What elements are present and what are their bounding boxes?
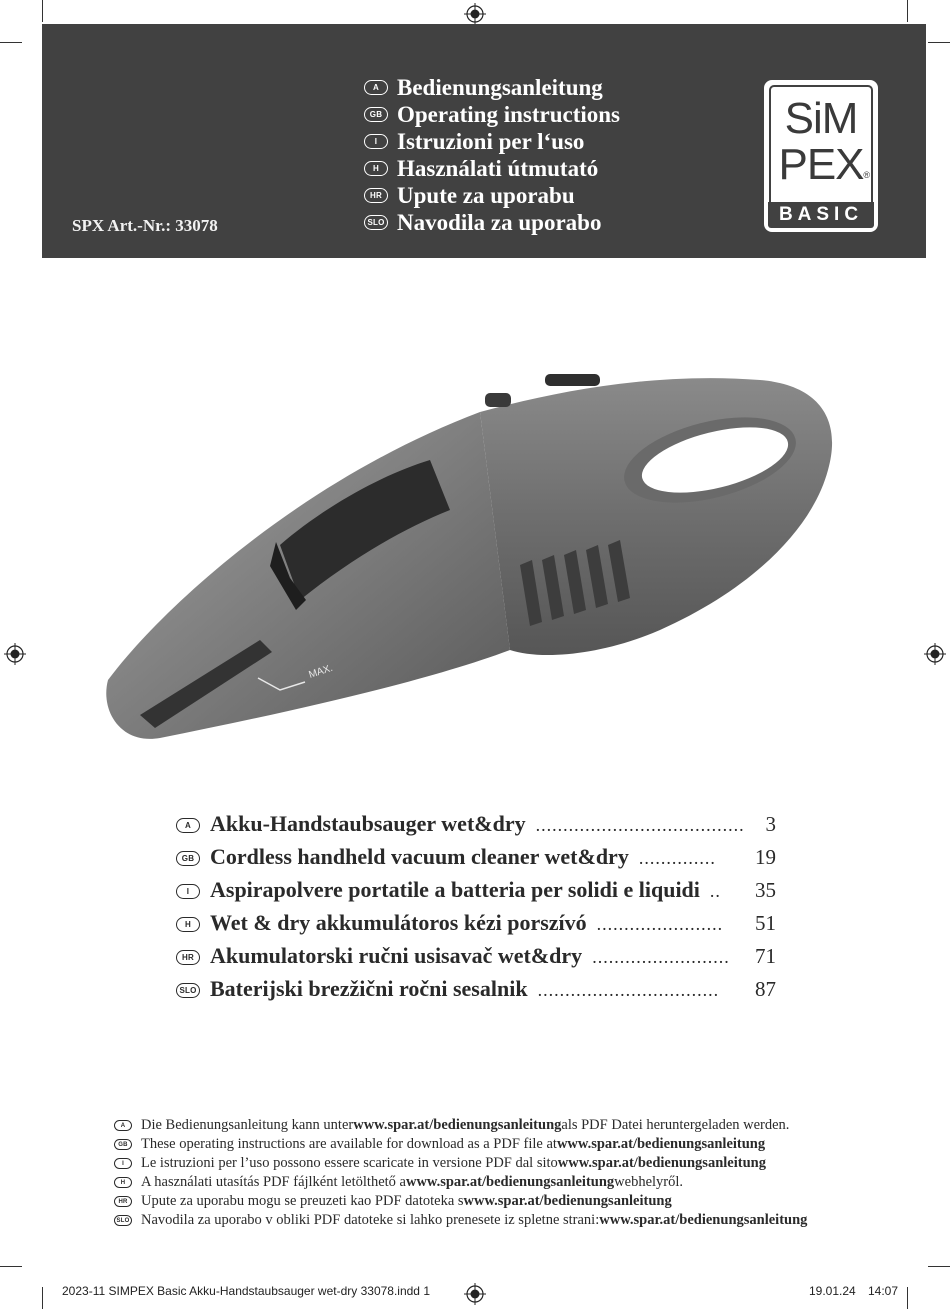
cover-header [42, 24, 926, 258]
toc-title: Akumulatorski ručni usisavač wet&dry [210, 943, 583, 968]
toc-entry [176, 910, 776, 943]
note-line [114, 1154, 807, 1173]
country-badge: H [176, 917, 200, 932]
language-title: Upute za uporabu [397, 182, 575, 208]
country-badge: A [364, 80, 388, 95]
note-text: Die Bedienungsanleitung kann unter [141, 1117, 354, 1133]
note-text-end: als PDF Datei heruntergeladen werden. [561, 1117, 790, 1133]
toc-leader-dots: ................................. [537, 980, 720, 1000]
vacuum-cleaner-image [100, 360, 840, 745]
registration-mark-icon [4, 643, 26, 665]
print-slug-filename: 2023-11 SIMPEX Basic Akku-Handstaubsauger wet-dry 33078.indd 1 [62, 1284, 430, 1298]
note-text: Navodila za uporabo v obliki PDF datoteke si lahko prenesete iz spletne strani: [141, 1212, 600, 1228]
toc-page-number: 19 [755, 845, 776, 869]
toc-title: Cordless handheld vacuum cleaner wet&dry [210, 844, 629, 869]
note-line [114, 1211, 807, 1230]
toc-title: Aspirapolvere portatile a batteria per solidi e liquidi [210, 877, 700, 902]
note-text: Le istruzioni per l’uso possono essere scaricate in versione PDF dal sito [141, 1155, 558, 1171]
toc-entry [176, 844, 776, 877]
country-badge: SLO [176, 983, 200, 998]
toc-page-number: 51 [755, 911, 776, 935]
toc-page-number: 3 [765, 812, 776, 836]
logo-text-pex: PEX [778, 140, 864, 189]
country-badge: GB [176, 851, 200, 866]
table-of-contents [176, 811, 776, 1009]
download-link[interactable]: www.spar.at/bedienungsanleitung [599, 1212, 808, 1228]
crop-mark [42, 1287, 43, 1309]
language-title-row [364, 155, 620, 182]
country-badge: A [114, 1120, 132, 1131]
country-badge: HR [114, 1196, 132, 1207]
pdf-download-notes [114, 1116, 807, 1230]
country-badge: HR [176, 950, 200, 965]
country-badge: GB [364, 107, 388, 122]
toc-leader-dots: .. [709, 881, 721, 901]
registered-mark: ® [863, 170, 870, 180]
toc-page-number: 87 [755, 977, 776, 1001]
crop-mark [928, 42, 950, 43]
language-title: Operating instructions [397, 101, 620, 127]
country-badge: I [114, 1158, 132, 1169]
max-fill-label: MAX. [307, 662, 335, 681]
note-text: These operating instructions are available for download as a PDF file at [141, 1136, 557, 1152]
toc-leader-dots: ...................................... [535, 815, 745, 835]
toc-entry [176, 811, 776, 844]
toc-entry [176, 943, 776, 976]
download-link[interactable]: www.spar.at/bedienungsanleitung [557, 1155, 766, 1171]
language-title-row [364, 182, 620, 209]
toc-title: Wet & dry akkumulátoros kézi porszívó [210, 910, 587, 935]
note-text: Upute za uporabu mogu se preuzeti kao PDF datoteka s [141, 1193, 464, 1209]
language-title: Bedienungsanleitung [397, 74, 603, 100]
logo-text-sim: SiM [784, 94, 858, 143]
registration-mark-icon [464, 3, 486, 25]
language-title: Istruzioni per l‘uso [397, 128, 585, 154]
toc-leader-dots: ......................... [592, 947, 730, 967]
print-slug-date: 19.01.24 [809, 1284, 856, 1298]
note-text: A használati utasítás PDF fájlként letölthető a [141, 1174, 406, 1190]
country-badge: I [364, 134, 388, 149]
toc-leader-dots: .............. [638, 848, 716, 868]
country-badge: H [114, 1177, 132, 1188]
country-badge: A [176, 818, 200, 833]
note-line [114, 1192, 807, 1211]
country-badge: HR [364, 188, 388, 203]
crop-mark [0, 1266, 22, 1267]
toc-page-number: 35 [755, 878, 776, 902]
toc-entry [176, 976, 776, 1009]
toc-page-number: 71 [755, 944, 776, 968]
toc-entry [176, 877, 776, 910]
logo-text-basic: BASIC [768, 202, 874, 228]
download-link[interactable]: www.spar.at/bedienungsanleitung [353, 1117, 562, 1133]
registration-mark-icon [924, 643, 946, 665]
download-link[interactable]: www.spar.at/bedienungsanleitung [556, 1136, 766, 1152]
language-title-row [364, 101, 620, 128]
crop-mark [42, 0, 43, 22]
note-line [114, 1116, 807, 1135]
country-badge: SLO [364, 215, 388, 230]
download-link[interactable]: www.spar.at/bedienungsanleitung [405, 1174, 615, 1190]
toc-title: Baterijski brezžični ročni sesalnik [210, 976, 528, 1001]
toc-title: Akku-Handstaubsauger wet&dry [210, 811, 526, 836]
simpex-basic-logo [764, 80, 878, 232]
country-badge: I [176, 884, 200, 899]
note-text-end: webhelyről. [614, 1174, 684, 1190]
language-title-list [364, 74, 620, 236]
crop-mark [928, 1266, 950, 1267]
language-title-row [364, 209, 620, 236]
language-title: Navodila za uporabo [397, 209, 602, 235]
language-title-row [364, 74, 620, 101]
note-line [114, 1135, 807, 1154]
registration-mark-icon [464, 1283, 486, 1305]
country-badge: GB [114, 1139, 132, 1150]
crop-mark [0, 42, 22, 43]
article-number: SPX Art.-Nr.: 33078 [72, 216, 218, 235]
print-slug-time: 14:07 [868, 1284, 899, 1298]
language-title: Használati útmutató [397, 155, 599, 181]
country-badge: H [364, 161, 388, 176]
language-title-row [364, 128, 620, 155]
note-line [114, 1173, 807, 1192]
crop-mark [907, 1287, 908, 1309]
download-link[interactable]: www.spar.at/bedienungsanleitung [463, 1193, 672, 1209]
country-badge: SLO [114, 1215, 132, 1226]
crop-mark [907, 0, 908, 22]
toc-leader-dots: ....................... [596, 914, 724, 934]
